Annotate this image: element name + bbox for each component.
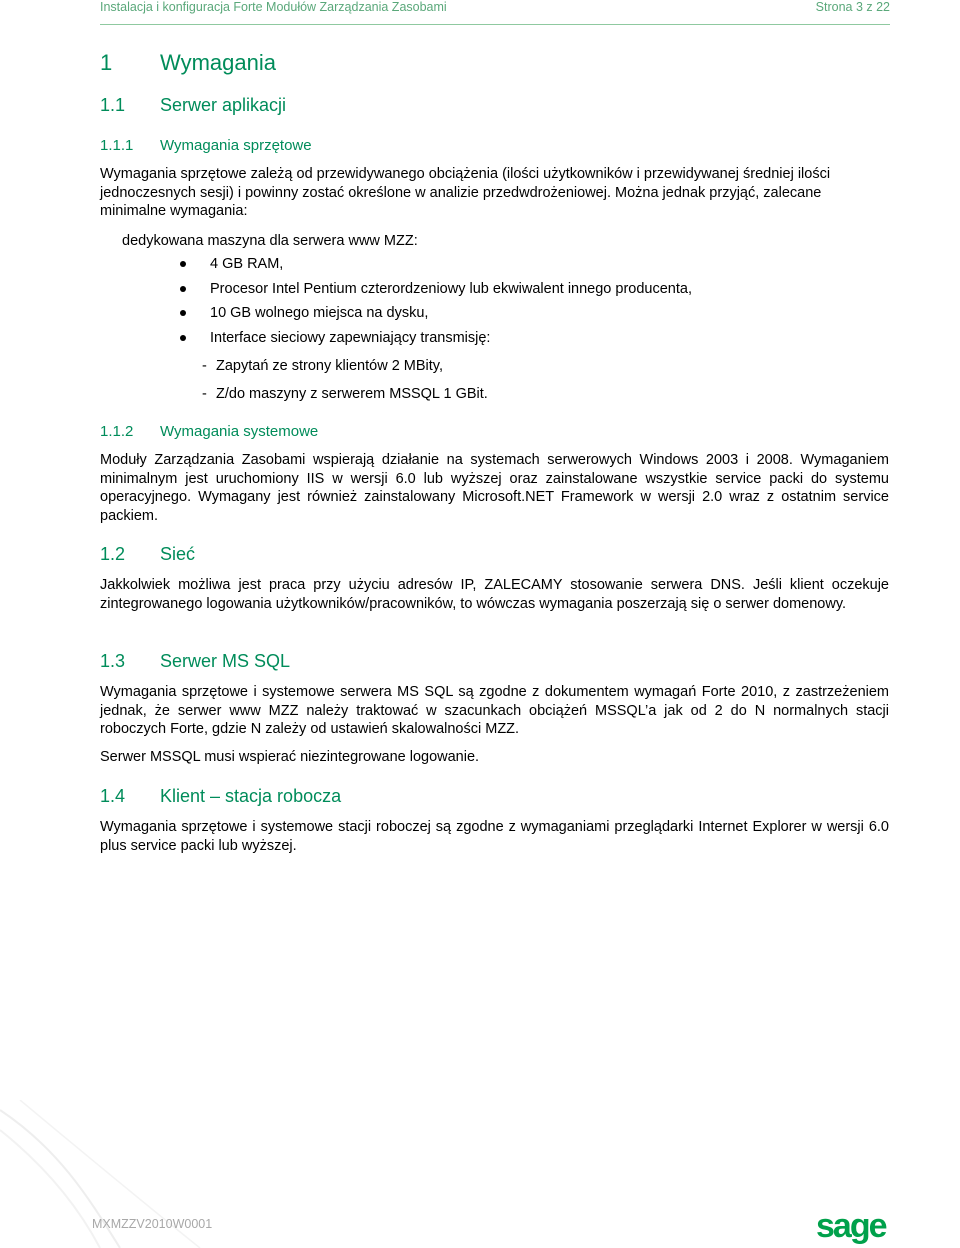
document-code: MXMZZV2010W0001: [92, 1217, 213, 1231]
bullet-icon: [180, 335, 186, 341]
heading-1: 1 Wymagania: [100, 50, 276, 75]
heading-1-1-1: 1.1.1 Wymagania sprzętowe: [100, 137, 312, 154]
heading-1-1-2: 1.1.2 Wymagania systemowe: [100, 423, 319, 440]
bullet-icon: [180, 261, 186, 267]
paragraph-client: Wymagania sprzętowe i systemowe stacji roboczej są zgodne z wymaganiami przeglądarki Internet Explorer w wersji 6.0 plus service packi lub wyższej.: [100, 819, 889, 854]
paragraph-sql-2: Serwer MSSQL musi wspierać niezintegrowane logowanie.: [100, 749, 480, 765]
page-number: Strona 3 z 22: [815, 0, 890, 14]
dash-icon: -: [202, 358, 207, 374]
transmission-dash-list: [202, 357, 488, 413]
paragraph-system: Moduły Zarządzania Zasobami wspierają działanie na systemach serwerowych Windows 2003 i 2008. Wymaganiem minimalnym jest uruchomiony IIS w wersji 6.0 lub wyższej oraz zainstalowane wszystkie service packi do systemu operacyjnego. Wymagany jest również zainstalowany Microsoft.NET Framework w wersji 2.0 wraz z ostatnim service packiem.: [100, 452, 889, 524]
paragraph-hardware: Wymagania sprzętowe zależą od przewidywanego obciążenia (ilości użytkowników i przewidywanej średniej ilości jednoczesnych sesji) i powinny zostać określone w analizie przedwdrożeniowej. Można jednak przyjąć, zalecane minimalne wymagania:: [100, 166, 831, 219]
hardware-bullet-list: [180, 255, 692, 353]
page-header: [100, 0, 890, 25]
document-title: Instalacja i konfiguracja Forte Modułów Zarządzania Zasobami: [100, 0, 447, 14]
list-item: - Zapytań ze strony klientów 2 MBity,: [202, 358, 443, 374]
bullet-icon: [180, 310, 186, 316]
list-item: - Z/do maszyny z serwerem MSSQL 1 GBit.: [202, 386, 488, 402]
bullet-icon: [180, 286, 186, 292]
heading-1-2: 1.2 Sieć: [100, 544, 196, 564]
heading-1-3: 1.3 Serwer MS SQL: [100, 651, 291, 671]
list-item: 10 GB wolnego miejsca na dysku,: [180, 304, 692, 329]
sage-logo: [816, 1207, 890, 1247]
logo-text: sage: [816, 1207, 886, 1245]
list-item: 4 GB RAM,: [180, 255, 692, 280]
heading-1-1: 1.1 Serwer aplikacji: [100, 95, 287, 115]
list-item: Procesor Intel Pentium czterordzeniowy lub ekwiwalent innego producenta,: [180, 280, 692, 305]
heading-1-4: 1.4 Klient – stacja robocza: [100, 786, 342, 806]
hardware-intro: dedykowana maszyna dla serwera www MZZ:: [122, 233, 418, 249]
list-item: Interface sieciowy zapewniający transmisję:: [180, 329, 692, 354]
dash-icon: -: [202, 386, 207, 402]
paragraph-network: Jakkolwiek możliwa jest praca przy użyciu adresów IP, ZALECAMY stosowanie serwera DNS. Jeśli klient oczekuje zintegrowanego logowania użytkowników/pracowników, to wówczas wymagania poszerzają się o serwer domenowy.: [100, 577, 889, 612]
paragraph-sql-1: Wymagania sprzętowe i systemowe serwera MS SQL są zgodne z dokumentem wymagań Forte 2010, z zastrzeżeniem jednak, że serwer www MZZ należy traktować w szacunkach obciążeń MSSQL’a jak od 2 do N normalnych stacji roboczych Forte, gdzie N zależy od ustawień skalowalności MZZ.: [100, 684, 889, 737]
